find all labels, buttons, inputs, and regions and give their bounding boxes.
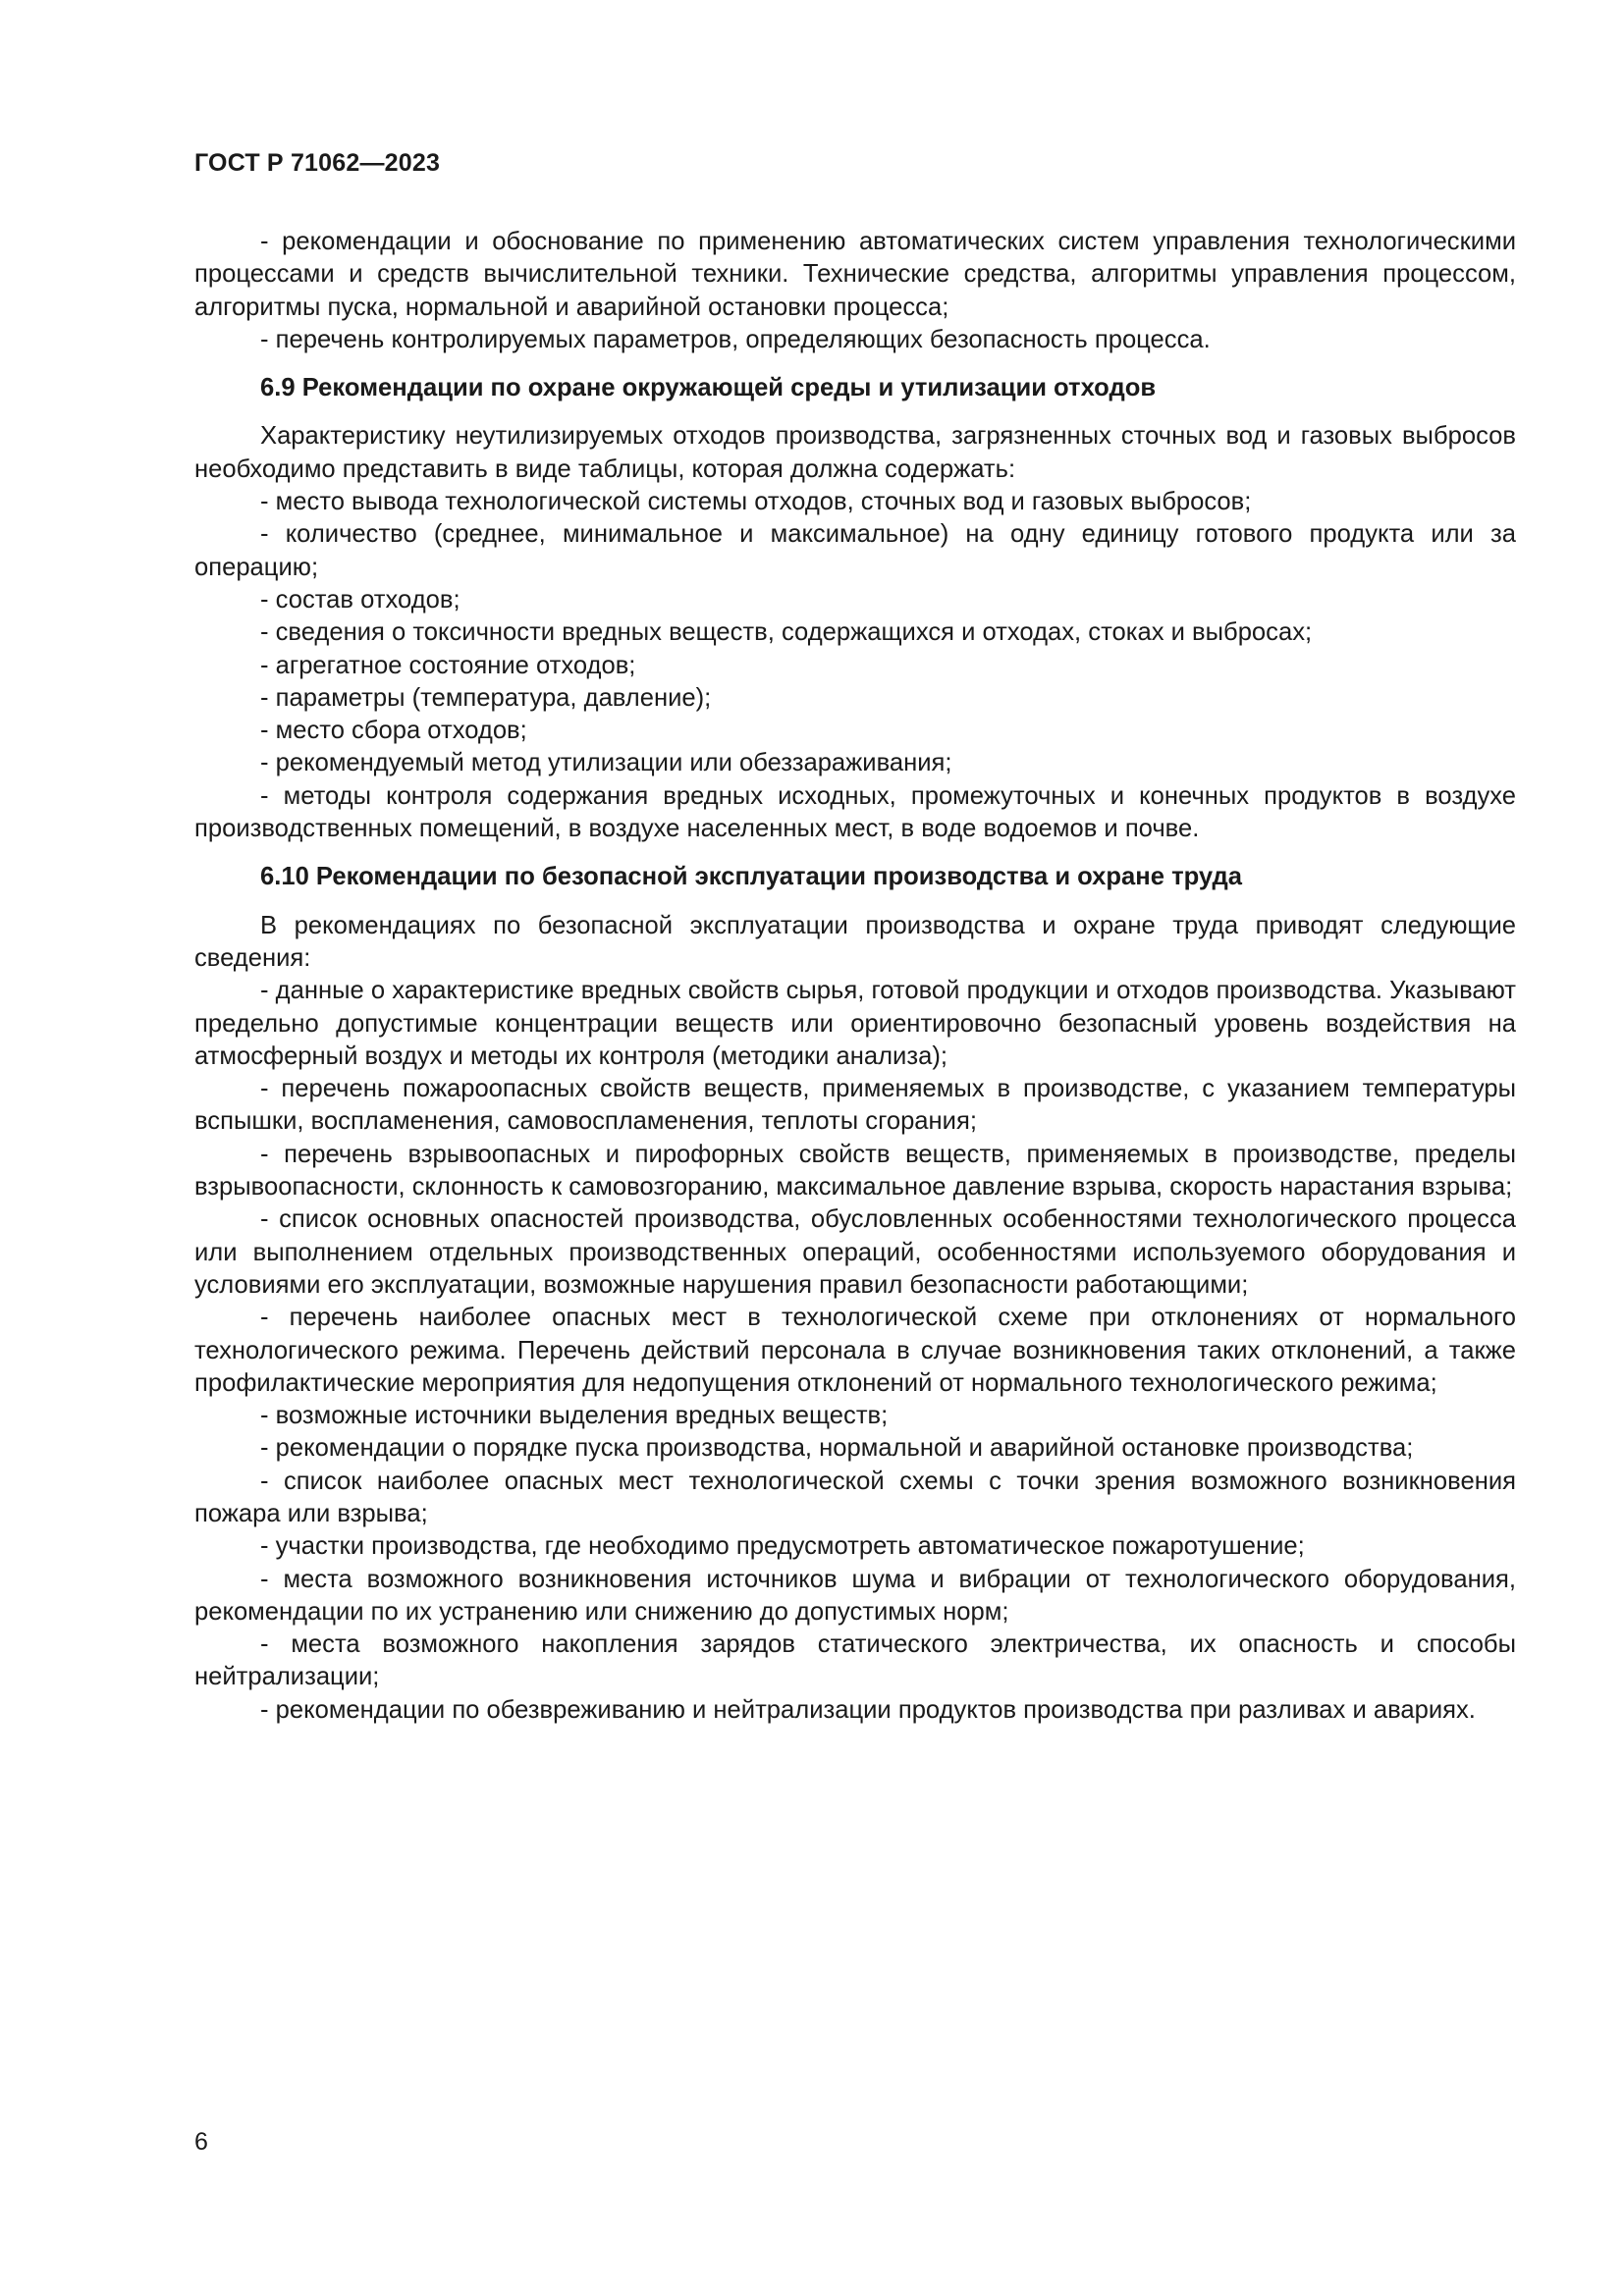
list-item: - перечень наиболее опасных мест в технологической схеме при отклонениях от нормального технологического режима. Перечень действий персонала в случае возникновения таких отклонений, а также профилактические мероприятия для недопущения отклонений от нормального технологического режима; [194,1304,1516,1397]
paragraph: - перечень контролируемых параметров, определяющих безопасность процесса. [260,325,1211,353]
paragraph: Характеристику неутилизируемых отходов производства, загрязненных сточных вод и газовых выбросов необходимо представить в виде таблицы, которая должна содержать: [194,422,1516,483]
list-item: - данные о характеристике вредных свойств сырья, готовой продукции и отходов производства. Указывают предельно допустимые концентрации веществ или ориентировочно безопасный уровень воздействия на атмосферный воздух и методы их контроля (методики анализа); [194,977,1516,1070]
list-item: - места возможного возникновения источников шума и вибрации от технологического оборудования, рекомендации по их устранению или снижению до допустимых норм; [194,1565,1516,1626]
list-item: - перечень пожароопасных свойств веществ, применяемых в производстве, с указанием температуры вспышки, воспламенения, самовоспламенения, теплоты сгорания; [194,1075,1516,1136]
list-item: - список основных опасностей производства, обусловленных особенностями технологического процесса или выполнением отдельных производственных операций, особенностями используемого оборудования и условиями его эксплуатации, возможные нарушения правил безопасности работающими; [194,1205,1516,1299]
page-number: 6 [194,2128,208,2156]
list-item: - сведения о токсичности вредных веществ, содержащихся и отходах, стоках и выбросах; [260,618,1313,647]
paragraph: В рекомендациях по безопасной эксплуатации производства и охране труда приводят следующие сведения: [194,911,1516,972]
paragraph: - рекомендации и обоснование по применению автоматических систем управления технологическими процессами и средств вычислительной техники. Технические средства, алгоритмы управления процессом, алгоритмы пуска, нормальной и аварийной остановки процесса; [194,228,1516,321]
section-heading-6-10: 6.10 Рекомендации по безопасной эксплуатации производства и охране труда [260,863,1242,891]
list-item: - состав отходов; [260,585,460,614]
list-item: - агрегатное состояние отходов; [260,651,636,679]
list-item: - рекомендации о порядке пуска производства, нормальной и аварийной остановке производства; [260,1434,1414,1463]
list-item: - рекомендуемый метод утилизации или обеззараживания; [260,749,952,777]
page-content [194,226,1516,1727]
list-item: - место вывода технологической системы отходов, сточных вод и газовых выбросов; [260,488,1252,516]
section-heading-6-9: 6.9 Рекомендации по охране окружающей среды и утилизации отходов [260,374,1157,402]
list-item: - параметры (температура, давление); [260,683,712,712]
list-item: - список наиболее опасных мест технологической схемы с точки зрения возможного возникновения пожара или взрыва; [194,1467,1516,1527]
list-item: - участки производства, где необходимо предусмотреть автоматическое пожаротушение; [260,1532,1305,1561]
list-item: - возможные источники выделения вредных веществ; [260,1402,889,1430]
list-item: - рекомендации по обезвреживанию и нейтрализации продуктов производства при разливах и авариях. [260,1695,1476,1724]
list-item: - место сбора отходов; [260,717,527,745]
document-header: ГОСТ Р 71062—2023 [194,149,441,177]
list-item: - перечень взрывоопасных и пирофорных свойств веществ, применяемых в производстве, пределы взрывоопасности, склонность к самовозгоранию, максимальное давление взрыва, скорость нарастания взрыва; [194,1140,1516,1201]
list-item: - места возможного накопления зарядов статического электричества, их опасность и способы нейтрализации; [194,1630,1516,1691]
list-item: - количество (среднее, минимальное и максимальное) на одну единицу готового продукта или за операцию; [194,520,1516,581]
list-item: - методы контроля содержания вредных исходных, промежуточных и конечных продуктов в воздухе производственных помещений, в воздухе населенных мест, в воде водоемов и почве. [194,781,1516,843]
